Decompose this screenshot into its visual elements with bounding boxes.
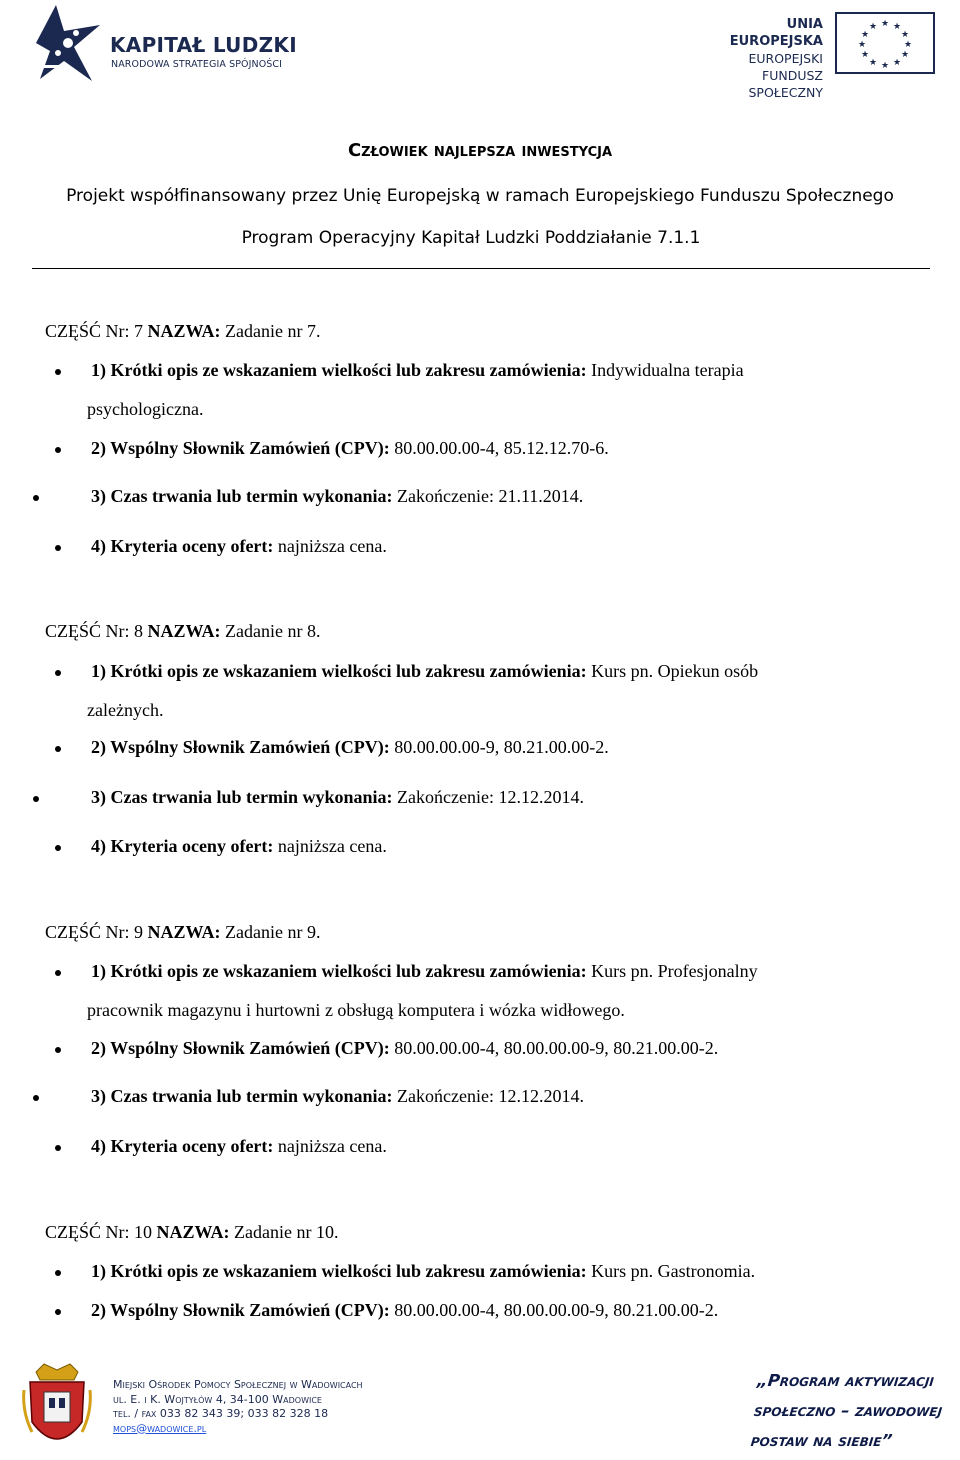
svg-text:★: ★ xyxy=(860,30,870,40)
description-value: Indywidualna terapia xyxy=(591,360,744,380)
part-description xyxy=(91,1261,755,1282)
part-heading xyxy=(45,621,321,642)
svg-text:★: ★ xyxy=(892,22,902,32)
bullet-icon xyxy=(55,670,61,676)
part-criteria xyxy=(91,836,387,857)
eu-logo-line3: FUNDUSZ SPOŁECZNY xyxy=(748,68,823,100)
part-duration xyxy=(91,787,584,808)
wadowice-crest-icon xyxy=(22,1362,92,1458)
description-label: 1) Krótki opis ze wskazaniem wielkości lub zakresu zamówienia: xyxy=(91,1261,587,1281)
part-name: Zadanie nr 7. xyxy=(225,321,321,341)
criteria-value: najniższa cena. xyxy=(277,1136,387,1156)
footer-org: Miejski Ośrodek Pomocy Społecznej w Wadowicach xyxy=(113,1378,363,1391)
duration-label: 3) Czas trwania lub termin wykonania: xyxy=(91,486,393,506)
eu-flag-icon xyxy=(835,12,935,74)
eu-logo xyxy=(690,12,935,100)
duration-label: 3) Czas trwania lub termin wykonania: xyxy=(91,787,393,807)
part-cpv xyxy=(91,1300,718,1321)
document-title: Człowiek najlepsza inwestycja xyxy=(347,140,613,161)
program-line: Program Operacyjny Kapitał Ludzki Poddziałanie 7.1.1 xyxy=(241,228,701,248)
part-description xyxy=(91,961,758,982)
part-cpv xyxy=(91,737,609,758)
footer-phone: tel. / fax 033 82 343 39; 033 82 328 18 xyxy=(113,1407,329,1420)
duration-value: Zakończenie: 21.11.2014. xyxy=(397,486,584,506)
criteria-label: 4) Kryteria oceny ofert: xyxy=(91,836,274,856)
part-number: 7 xyxy=(134,321,144,341)
description-continuation: zależnych. xyxy=(87,700,164,720)
part-duration xyxy=(91,486,583,507)
part-heading xyxy=(45,922,321,943)
kapital-ludzki-star-icon xyxy=(34,3,104,83)
cpv-label: 2) Wspólny Słownik Zamówień (CPV): xyxy=(91,1300,390,1320)
cpv-value: 80.00.00.00-4, 80.00.00.00-9, 80.21.00.00-2. xyxy=(394,1038,719,1058)
cpv-label: 2) Wspólny Słownik Zamówień (CPV): xyxy=(91,1038,390,1058)
description-value: Kurs pn. Profesjonalny xyxy=(591,961,758,981)
duration-label: 3) Czas trwania lub termin wykonania: xyxy=(91,1086,393,1106)
svg-text:★: ★ xyxy=(903,40,913,50)
part-name: Zadanie nr 8. xyxy=(225,621,321,641)
part-number: 9 xyxy=(134,922,144,942)
criteria-label: 4) Kryteria oceny ofert: xyxy=(91,536,274,556)
svg-text:★: ★ xyxy=(868,58,878,68)
svg-text:★: ★ xyxy=(857,40,867,50)
kapital-ludzki-title: KAPITAŁ LUDZKI xyxy=(110,33,297,57)
part-number: 8 xyxy=(134,621,144,641)
description-value: Kurs pn. Gastronomia. xyxy=(591,1261,756,1281)
project-line: Projekt współfinansowany przez Unię Europejską w ramach Europejskiego Funduszu Społecznego xyxy=(66,186,894,206)
bullet-icon xyxy=(55,970,61,976)
part-name: Zadanie nr 10. xyxy=(234,1222,339,1242)
duration-value: Zakończenie: 12.12.2014. xyxy=(397,787,584,807)
slogan-line1: „Program aktywizacji xyxy=(756,1371,935,1390)
bullet-icon xyxy=(55,369,61,375)
description-label: 1) Krótki opis ze wskazaniem wielkości lub zakresu zamówienia: xyxy=(91,661,587,681)
part-number: 10 xyxy=(134,1222,153,1242)
slogan-line3: postaw na siebie” xyxy=(749,1431,894,1450)
cpv-value: 80.00.00.00-9, 80.21.00.00-2. xyxy=(394,737,609,757)
part-number-label: CZĘŚĆ Nr: xyxy=(45,621,130,641)
bullet-icon xyxy=(33,1095,39,1101)
footer-contact xyxy=(113,1378,363,1436)
part-name: Zadanie nr 9. xyxy=(225,922,321,942)
header-divider xyxy=(32,268,930,269)
svg-text:★: ★ xyxy=(880,61,890,71)
bullet-icon xyxy=(55,1047,61,1053)
part-name-label: NAZWA: xyxy=(147,922,221,942)
part-criteria xyxy=(91,536,387,557)
kapital-ludzki-logo xyxy=(34,3,304,83)
bullet-icon xyxy=(55,746,61,752)
cpv-label: 2) Wspólny Słownik Zamówień (CPV): xyxy=(91,737,390,757)
bullet-icon xyxy=(55,545,61,551)
svg-text:★: ★ xyxy=(900,50,910,60)
cpv-value: 80.00.00.00-4, 80.00.00.00-9, 80.21.00.00-2. xyxy=(394,1300,719,1320)
bullet-icon xyxy=(55,1145,61,1151)
part-name-label: NAZWA: xyxy=(147,621,221,641)
description-label: 1) Krótki opis ze wskazaniem wielkości lub zakresu zamówienia: xyxy=(91,360,587,380)
eu-logo-line1: UNIA EUROPEJSKA xyxy=(729,17,823,49)
bullet-icon xyxy=(55,845,61,851)
part-number-label: CZĘŚĆ Nr: xyxy=(45,922,130,942)
cpv-value: 80.00.00.00-4, 85.12.12.70-6. xyxy=(394,438,609,458)
bullet-icon xyxy=(55,1309,61,1315)
svg-text:★: ★ xyxy=(860,50,870,60)
svg-text:★: ★ xyxy=(900,30,910,40)
part-number-label: CZĘŚĆ Nr: xyxy=(45,1222,130,1242)
svg-text:★: ★ xyxy=(880,19,890,29)
slogan-line2: społeczno – zawodowej xyxy=(753,1401,944,1420)
part-criteria xyxy=(91,1136,387,1157)
cpv-label: 2) Wspólny Słownik Zamówień (CPV): xyxy=(91,438,390,458)
footer-email-link[interactable]: mops@wadowice.pl xyxy=(113,1421,207,1435)
part-cpv xyxy=(91,438,609,459)
criteria-value: najniższa cena. xyxy=(277,536,387,556)
bullet-icon xyxy=(55,1270,61,1276)
description-value: Kurs pn. Opiekun osób xyxy=(591,661,759,681)
criteria-label: 4) Kryteria oceny ofert: xyxy=(91,1136,274,1156)
part-description xyxy=(91,661,758,682)
duration-value: Zakończenie: 12.12.2014. xyxy=(397,1086,584,1106)
part-cpv xyxy=(91,1038,718,1059)
criteria-value: najniższa cena. xyxy=(277,836,387,856)
eu-logo-line2: EUROPEJSKI xyxy=(748,51,823,66)
part-number-label: CZĘŚĆ Nr: xyxy=(45,321,130,341)
part-description xyxy=(91,360,744,381)
bullet-icon xyxy=(33,495,39,501)
part-heading xyxy=(45,321,321,342)
svg-text:★: ★ xyxy=(868,22,878,32)
part-heading xyxy=(45,1222,339,1243)
svg-text:★: ★ xyxy=(892,58,902,68)
part-name-label: NAZWA: xyxy=(147,321,221,341)
description-continuation: psychologiczna. xyxy=(87,399,204,419)
part-duration xyxy=(91,1086,584,1107)
footer-address: ul. E. i K. Wojtyłów 4, 34-100 Wadowice xyxy=(113,1392,322,1406)
bullet-icon xyxy=(33,796,39,802)
description-continuation: pracownik magazynu i hurtowni z obsługą komputera i wózka widłowego. xyxy=(87,1000,625,1020)
part-name-label: NAZWA: xyxy=(156,1222,230,1242)
bullet-icon xyxy=(55,447,61,453)
program-slogan xyxy=(749,1366,958,1456)
kapital-ludzki-subtitle: NARODOWA STRATEGIA SPÓJNOŚCI xyxy=(111,59,283,70)
description-label: 1) Krótki opis ze wskazaniem wielkości lub zakresu zamówienia: xyxy=(91,961,587,981)
